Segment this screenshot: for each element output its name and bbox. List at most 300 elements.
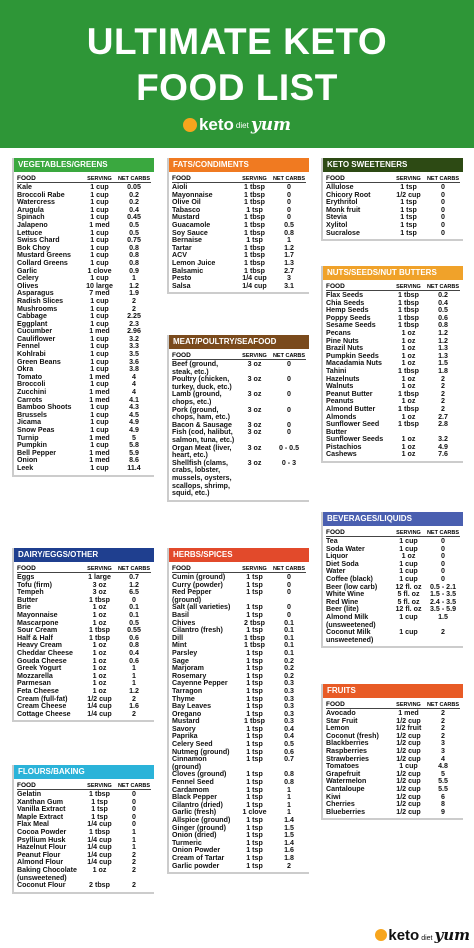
net-carbs: 0.5 (284, 220, 294, 229)
serving-size: 1 tsp (246, 610, 263, 619)
net-carbs: 0.3 (284, 686, 294, 695)
food-name: Paprika (172, 732, 198, 741)
net-carbs: 3.8 (129, 365, 139, 374)
section-nuts (321, 266, 463, 463)
net-carbs: 0.3 (284, 709, 294, 718)
food-name: Raspberries (326, 746, 368, 755)
serving-size: 1 cup (90, 228, 109, 237)
food-name: Cashews (326, 450, 357, 459)
serving-size: 1 tsp (246, 686, 263, 695)
serving-size: 1/4 cup (87, 702, 112, 711)
net-carbs: 1 (287, 785, 291, 794)
table-row (17, 465, 151, 473)
net-carbs: 1.2 (438, 336, 448, 345)
serving-size: 1 oz (401, 552, 416, 561)
column-food-label: FOOD (17, 565, 36, 572)
net-carbs: 5.5 (438, 777, 448, 786)
serving-size: 1 cup (90, 418, 109, 427)
serving-size: 1 cup (90, 426, 109, 434)
serving-size: 1 tsp (246, 816, 263, 824)
food-name: Almond Flour (17, 858, 64, 867)
section-flours (12, 765, 154, 894)
food-name: Kohlrabi (17, 350, 46, 359)
net-carbs: 0.45 (127, 213, 141, 222)
food-name: Cantaloupe (326, 784, 365, 793)
table-row (326, 786, 460, 794)
food-name: Swiss Chard (17, 236, 60, 245)
serving-size: 1/2 cup (396, 754, 421, 763)
net-carbs: 0.1 (284, 618, 294, 627)
net-carbs: 0.4 (129, 205, 139, 214)
food-name: Chicory Root (326, 190, 371, 199)
food-name: Fish (cod, halibut, salmon, tuna, etc.) (172, 428, 235, 444)
table-row (172, 361, 306, 376)
net-carbs: 11.4 (127, 463, 141, 472)
net-carbs: 0 (287, 428, 291, 437)
food-name: Organ Meat (liver, heart, etc.) (172, 443, 232, 460)
serving-size: 1 cup (90, 342, 109, 351)
net-carbs: 4.8 (438, 762, 448, 771)
serving-size: 1 oz (401, 397, 416, 406)
food-name: Balsamic (172, 266, 204, 275)
serving-size: 1 oz (92, 865, 107, 874)
serving-size: 1 cup (90, 365, 109, 374)
column-serving-label: SERVING (242, 566, 267, 572)
serving-size: 1 oz (92, 679, 107, 688)
serving-size: 1 oz (92, 618, 107, 627)
column-serving-label: SERVING (87, 783, 112, 789)
food-name: Green Beans (17, 357, 61, 366)
table-row (172, 460, 306, 498)
serving-size: 1 tbsp (244, 228, 265, 237)
food-name: Olive Oil (172, 198, 201, 207)
net-carbs: 0.75 (127, 236, 141, 245)
net-carbs: 2 (441, 731, 445, 740)
food-name: Mushrooms (17, 304, 58, 313)
serving-size: 3 oz (92, 580, 107, 589)
net-carbs: 6 (441, 792, 445, 801)
food-name: Mayonnaise (17, 610, 58, 619)
food-name: Cloves (ground) (172, 770, 227, 779)
food-name: Coconut Milk unsweetened) (326, 628, 374, 644)
food-name: Cardamom (172, 785, 210, 794)
brand-logo (0, 115, 474, 135)
food-name: Coffee (black) (326, 574, 373, 583)
food-name: Peanut Butter (326, 389, 373, 398)
food-name: Almonds (326, 412, 357, 421)
section-title: DAIRY/EGGS/OTHER (14, 548, 154, 562)
serving-size: 1 tbsp (89, 790, 110, 798)
serving-size: 1 tsp (246, 724, 263, 733)
section-beverages (321, 512, 463, 648)
serving-size: 12 fl. oz (395, 582, 422, 591)
food-name: Beef (ground, steak, etc.) (172, 360, 219, 376)
net-carbs: 0.2 (438, 291, 448, 299)
food-name: Butter (17, 595, 38, 604)
serving-size: 1 tsp (91, 797, 108, 806)
serving-size: 3 oz (247, 375, 262, 384)
net-carbs: 3.3 (129, 342, 139, 351)
net-carbs: 0.8 (129, 641, 139, 650)
serving-size: 1 tbsp (244, 183, 265, 191)
serving-size: 1 oz (401, 351, 416, 360)
column-header (172, 349, 306, 360)
food-name: Spinach (17, 213, 45, 222)
serving-size: 1 oz (401, 442, 416, 451)
serving-size: 1/2 cup (396, 731, 421, 740)
net-carbs: 1 (132, 671, 136, 680)
serving-size: 1 cup (90, 350, 109, 359)
net-carbs: 0.5 (284, 740, 294, 749)
food-name: Curry (powder) (172, 580, 223, 589)
food-name: Beer (low carb) (326, 582, 378, 591)
serving-size: 5 fl. oz (397, 590, 420, 599)
serving-size: 1 oz (92, 648, 107, 657)
serving-size: 1 tsp (400, 183, 417, 191)
net-carbs: 0 (287, 205, 291, 214)
net-carbs: 0.6 (284, 747, 294, 756)
net-carbs: 0.8 (284, 228, 294, 237)
serving-size: 1 tsp (400, 205, 417, 214)
net-carbs: 3 (441, 739, 445, 748)
food-name: Celery Seed (172, 740, 213, 749)
food-name: Bay Leaves (172, 702, 212, 711)
net-carbs: 0 (287, 375, 291, 384)
column-header (326, 526, 460, 537)
section-sweeteners (321, 158, 463, 241)
column-serving-label: SERVING (396, 702, 421, 708)
serving-size: 1 tbsp (244, 633, 265, 642)
net-carbs: 0.8 (129, 243, 139, 252)
serving-size: 1/2 cup (396, 784, 421, 793)
net-carbs: 0 (132, 812, 136, 821)
food-name: Tabasco (172, 205, 201, 214)
food-name: Mustard (172, 213, 200, 222)
serving-size: 5 fl. oz (397, 597, 420, 606)
net-carbs: 0 (441, 552, 445, 561)
section-title: KETO SWEETENERS (323, 158, 463, 172)
column-carbs-label: NET CARBS (117, 566, 151, 572)
net-carbs: 0 (132, 805, 136, 814)
food-name: Brussels (17, 410, 47, 419)
food-name: Heavy Cream (17, 641, 62, 650)
food-name: Jicama (17, 418, 42, 427)
net-carbs: 0 (441, 190, 445, 199)
food-name: Rosemary (172, 671, 207, 680)
footer-logo-dot-icon (375, 929, 387, 941)
food-name: Tea (326, 537, 338, 545)
header-banner (0, 0, 474, 148)
food-name: Macadamia Nuts (326, 359, 382, 368)
net-carbs: 3.5 - 5.9 (429, 605, 457, 614)
serving-size: 10 large (86, 281, 113, 290)
serving-size: 1 tbsp (398, 298, 419, 307)
net-carbs: 0.55 (127, 626, 141, 635)
net-carbs: 2 (441, 382, 445, 391)
serving-size: 3 oz (92, 588, 107, 597)
net-carbs: 4.9 (438, 442, 448, 451)
net-carbs: 1.2 (284, 243, 294, 252)
serving-size: 1 tsp (246, 205, 263, 214)
net-carbs: 0.5 - 2.1 (429, 582, 457, 591)
net-carbs: 2.4 - 3.5 (429, 597, 457, 606)
serving-size: 1 tsp (246, 626, 263, 635)
column-food-label: FOOD (326, 701, 345, 708)
serving-size: 1/2 cup (396, 777, 421, 786)
column-header (326, 698, 460, 709)
food-name: Oregano (172, 709, 202, 718)
net-carbs: 2 (132, 850, 136, 859)
serving-size: 1 oz (401, 328, 416, 337)
serving-size: 1/4 cup (87, 850, 112, 859)
food-name: ACV (172, 251, 187, 260)
food-name: Kale (17, 183, 32, 191)
net-carbs: 8.6 (129, 456, 139, 465)
food-name: Onion (dried) (172, 831, 217, 840)
food-name: Allulose (326, 183, 354, 191)
food-name: Bell Pepper (17, 448, 57, 457)
net-carbs: 0.5 (129, 618, 139, 627)
serving-size: 1 cup (90, 251, 109, 260)
serving-size: 1 med (89, 395, 110, 404)
food-name: Cream of Tartar (172, 853, 225, 862)
net-carbs: 0 (132, 790, 136, 798)
food-name: Eggplant (17, 319, 48, 328)
net-carbs: 2.3 (129, 319, 139, 328)
food-name: Tartar (172, 243, 192, 252)
table-row (17, 867, 151, 882)
food-name: Lemon (326, 724, 350, 733)
net-carbs: 0.9 (129, 266, 139, 275)
net-carbs: 1 (287, 236, 291, 245)
food-name: Eggs (17, 573, 35, 581)
net-carbs: 2.96 (127, 327, 141, 336)
net-carbs: 0.2 (129, 190, 139, 199)
net-carbs: 0.3 (284, 717, 294, 726)
food-name: Liquor (326, 552, 349, 561)
food-name: Cream (full-fat) (17, 694, 68, 703)
table-row (172, 391, 306, 406)
serving-size: 1 oz (92, 641, 107, 650)
net-carbs: 0.2 (284, 671, 294, 680)
food-name: Grapefruit (326, 769, 361, 778)
serving-size: 1/4 cup (87, 835, 112, 844)
net-carbs: 1.2 (129, 686, 139, 695)
food-name: Coconut (fresh) (326, 731, 379, 740)
food-name: Turmeric (172, 838, 202, 847)
serving-size: 1 cup (90, 380, 109, 389)
column-carbs-label: NET CARBS (426, 284, 460, 290)
food-name: Mozzarella (17, 671, 53, 680)
net-carbs: 2 (441, 389, 445, 398)
serving-size: 1 tsp (246, 785, 263, 794)
net-carbs: 2.25 (127, 312, 141, 321)
serving-size: 1 tsp (246, 671, 263, 680)
serving-size: 1 tsp (246, 838, 263, 847)
food-name: Tomatoes (326, 762, 359, 771)
serving-size: 1 cup (90, 274, 109, 283)
net-carbs: 0.5 (438, 306, 448, 315)
net-carbs: 0.6 (129, 656, 139, 665)
serving-size: 1 tsp (246, 861, 263, 870)
serving-size: 1 cup (90, 312, 109, 321)
net-carbs: 1 (287, 793, 291, 802)
net-carbs: 5.5 (438, 784, 448, 793)
column-header (172, 562, 306, 573)
serving-size: 1 tbsp (398, 420, 419, 429)
serving-size: 1 oz (92, 664, 107, 673)
net-carbs: 0 (287, 573, 291, 581)
table-row (172, 604, 306, 612)
net-carbs: 0.8 (284, 778, 294, 787)
food-name: Parsley (172, 648, 198, 657)
net-carbs: 0 (132, 797, 136, 806)
net-carbs: 0 (441, 213, 445, 222)
net-carbs: 7.6 (438, 450, 448, 459)
net-carbs: 4.1 (129, 395, 139, 404)
section-fruits (321, 684, 463, 820)
net-carbs: 2 (287, 861, 291, 870)
serving-size: 1 tsp (246, 846, 263, 855)
net-carbs: 0.5 (129, 228, 139, 237)
serving-size: 1 tbsp (244, 220, 265, 229)
net-carbs: 4.3 (129, 403, 139, 412)
food-name: Celery (17, 274, 39, 283)
food-name: Olives (17, 281, 39, 290)
serving-size: 1 tsp (400, 220, 417, 229)
net-carbs: 5 (441, 769, 445, 778)
column-header (17, 172, 151, 183)
column-header (326, 172, 460, 183)
serving-size: 1/2 cup (396, 792, 421, 801)
serving-size: 1 oz (401, 382, 416, 391)
serving-size: 1 tbsp (398, 321, 419, 330)
serving-size: 3 oz (247, 405, 262, 414)
net-carbs: 0 (287, 190, 291, 199)
serving-size: 1 oz (92, 686, 107, 695)
net-carbs: 0.7 (284, 755, 294, 764)
food-name: Sour Cream (17, 626, 58, 635)
serving-size: 1 tbsp (244, 258, 265, 267)
serving-size: 1 cup (90, 198, 109, 207)
net-carbs: 0 (287, 183, 291, 191)
section-title: HERBS/SPICES (169, 548, 309, 562)
food-name: Bernaise (172, 236, 202, 245)
food-name: Snow Peas (17, 426, 55, 434)
food-name: Gelatin (17, 790, 42, 798)
net-carbs: 1.5 (438, 612, 448, 621)
column-header (17, 779, 151, 790)
serving-size: 1 cup (399, 567, 418, 576)
net-carbs: 0 (287, 588, 291, 597)
net-carbs: 2 (441, 716, 445, 725)
net-carbs: 1.2 (129, 281, 139, 290)
food-name: Cumin (ground) (172, 573, 226, 581)
serving-size: 1 tsp (246, 648, 263, 657)
column-header (17, 562, 151, 573)
serving-size: 12 fl. oz (395, 605, 422, 614)
serving-size: 1 tbsp (89, 827, 110, 836)
food-name: Onion (17, 456, 38, 465)
food-name: Carrots (17, 395, 43, 404)
serving-size: 1 cup (399, 537, 418, 545)
serving-size: 1 med (89, 372, 110, 381)
food-name: Poultry (chicken, turkey, duck, etc.) (172, 375, 232, 391)
net-carbs: 0 (132, 820, 136, 829)
serving-size: 3 oz (247, 458, 262, 467)
serving-size: 1 tsp (246, 694, 263, 703)
food-name: Cream Cheese (17, 702, 67, 711)
serving-size: 1 tbsp (244, 641, 265, 650)
food-name: Lettuce (17, 228, 43, 237)
net-carbs: 0 (441, 205, 445, 214)
column-carbs-label: NET CARBS (117, 176, 151, 182)
serving-size: 7 med (89, 289, 110, 298)
serving-size: 1 tsp (246, 755, 263, 764)
food-name: Tofu (firm) (17, 580, 52, 589)
food-name: Dill (172, 633, 184, 642)
section-title: FRUITS (323, 684, 463, 698)
net-carbs: 2 (132, 858, 136, 867)
table-row (17, 711, 151, 719)
net-carbs: 1 (132, 835, 136, 844)
serving-size: 1 tsp (91, 812, 108, 821)
net-carbs: 2 (132, 296, 136, 305)
title-line-2: FOOD LIST (136, 67, 338, 108)
food-name: Almond Butter (326, 404, 376, 413)
serving-size: 1 tsp (246, 831, 263, 840)
serving-size: 1/2 cup (87, 694, 112, 703)
column-carbs-label: NET CARBS (426, 702, 460, 708)
food-name: Diet Soda (326, 559, 359, 568)
table-row (326, 629, 460, 644)
net-carbs: 1.9 (129, 289, 139, 298)
serving-size: 1 cup (399, 574, 418, 583)
net-carbs: 0 (441, 544, 445, 553)
food-name: Lamb (ground, chops, etc.) (172, 390, 222, 406)
serving-size: 1 tbsp (244, 251, 265, 260)
food-name: Avocado (326, 709, 356, 717)
food-name: Lemon Juice (172, 258, 216, 267)
net-carbs: 0.1 (129, 603, 139, 612)
logo-keto: keto (198, 115, 234, 134)
section-herbs (167, 548, 309, 874)
table-row (172, 407, 306, 422)
food-name: Bamboo Shoots (17, 403, 72, 412)
net-carbs: 0.8 (438, 321, 448, 330)
section-title: NUTS/SEEDS/NUT BUTTERS (323, 266, 463, 280)
food-name: Cilantro (fresh) (172, 626, 223, 635)
food-name: Cabbage (17, 312, 47, 321)
food-name: Ginger (ground) (172, 823, 226, 832)
net-carbs: 0 (287, 580, 291, 589)
net-carbs: 1.3 (284, 258, 294, 267)
net-carbs: 1.7 (284, 251, 294, 260)
serving-size: 3 oz (247, 390, 262, 399)
logo-yum: yum (250, 115, 292, 135)
serving-size: 1 tsp (246, 702, 263, 711)
serving-size: 2 tbsp (89, 881, 110, 890)
net-carbs: 4.9 (129, 426, 139, 434)
serving-size: 1 tsp (246, 236, 263, 245)
column-serving-label: SERVING (396, 530, 421, 536)
serving-size: 1 med (89, 456, 110, 465)
food-name: Black Pepper (172, 793, 217, 802)
serving-size: 1/2 cup (396, 739, 421, 748)
serving-size: 1/4 cup (87, 843, 112, 852)
food-name: Thyme (172, 694, 195, 703)
table-row (326, 230, 460, 238)
